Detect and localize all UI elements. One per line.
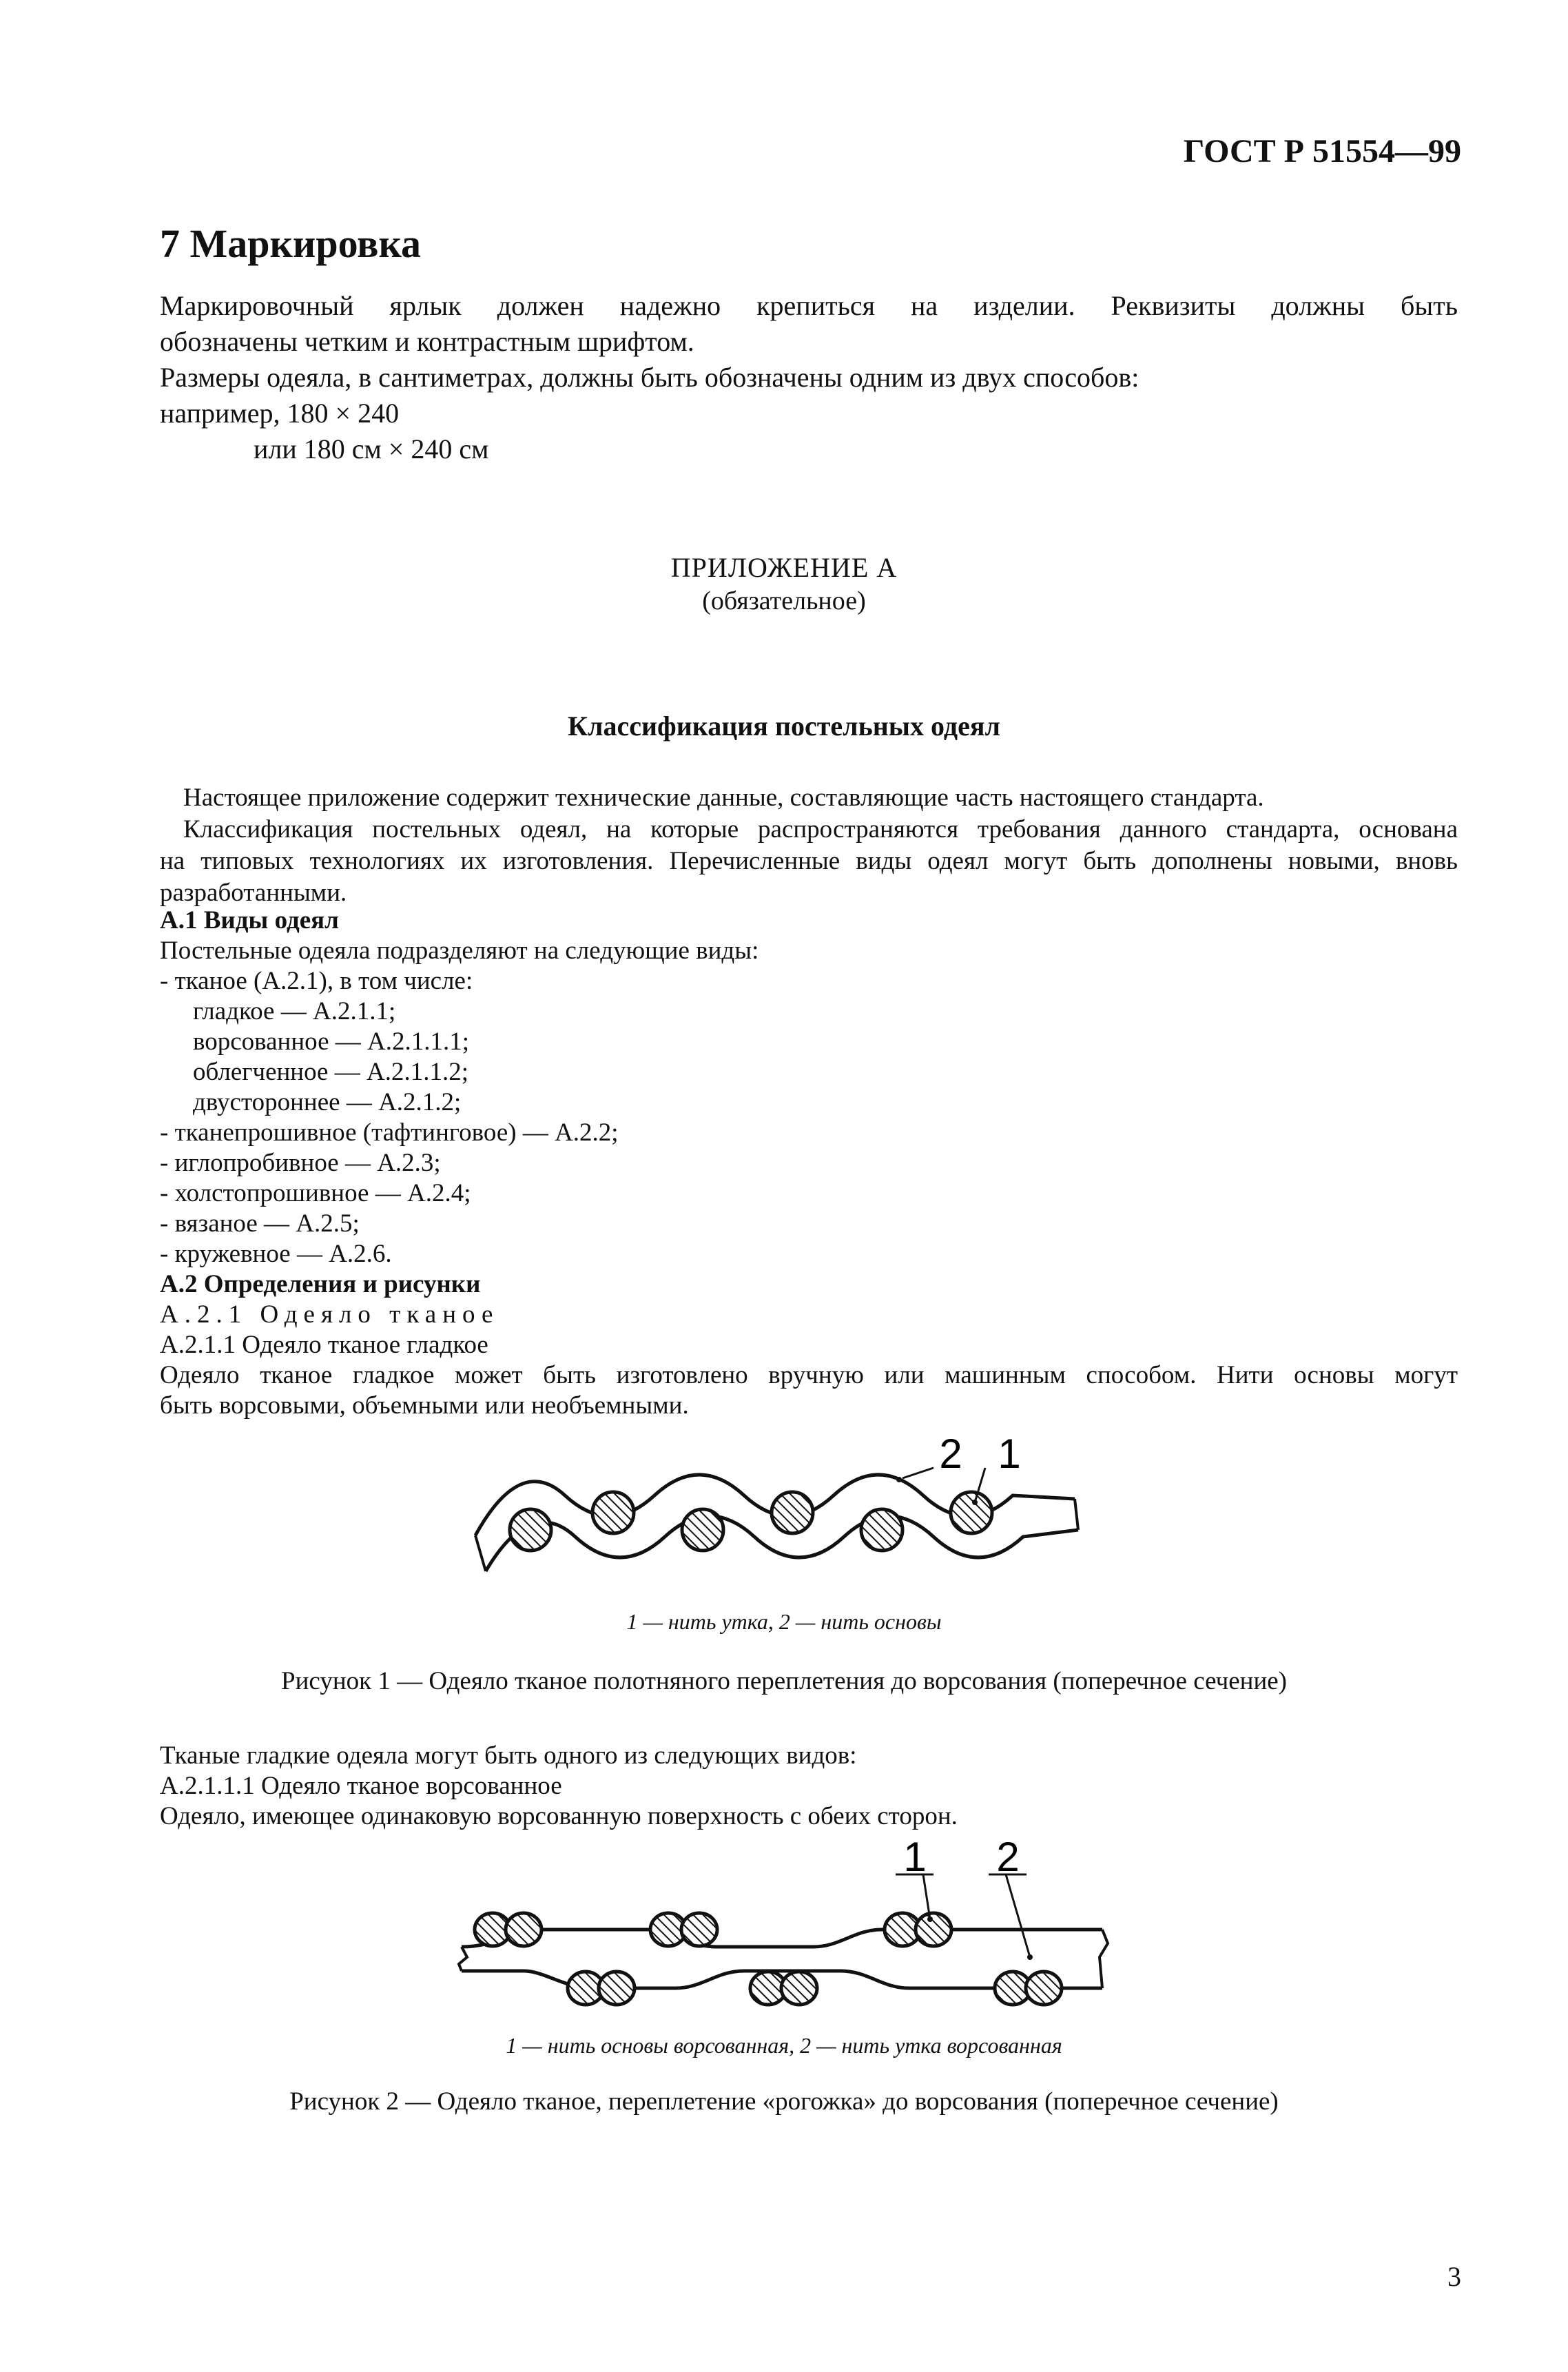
weft-thread-section [772, 1492, 813, 1533]
weft-thread-section [861, 1509, 902, 1551]
a2111-heading: А.2.1.1.1 Одеяло тканое ворсованное [160, 1772, 562, 1800]
weft-thread-section [592, 1492, 634, 1533]
a1-lead: Постельные одеяла подразделяют на следующие виды: [160, 937, 759, 965]
list-item: - тканепрошивное (тафтинговое) — А.2.2; [160, 1118, 619, 1147]
section-heading: 7 Маркировка [160, 221, 422, 266]
a2-heading: А.2 Определения и рисунки [160, 1270, 481, 1298]
figure-2-weave-diagram [455, 1833, 1116, 2012]
list-item: - холстопрошивное — А.2.4; [160, 1179, 471, 1207]
a2111-text: Одеяло, имеющее одинаковую ворсованную поверхность с обеих сторон. [160, 1802, 958, 1830]
thread-section [681, 1913, 717, 1946]
thread-section [781, 1972, 817, 2005]
list-item: - вязаное — А.2.5; [160, 1209, 360, 1238]
thread-section [916, 1913, 951, 1946]
size-example-2: или 180 см × 240 см [254, 433, 489, 464]
figure-1-label-2: 2 [939, 1431, 962, 1477]
a1-heading: А.1 Виды одеял [160, 906, 339, 934]
section7-paragraph-1: Маркировочный ярлык должен надежно крепиться на изделии. Реквизиты должны быть [160, 290, 1458, 321]
list-item: гладкое — А.2.1.1; [193, 997, 396, 1025]
appendix-intro-2-cont: на типовых технологиях их изготовления. Перечисленные виды одеял могут быть дополнены новыми, вновь [160, 847, 1458, 875]
list-item: - иглопробивное — А.2.3; [160, 1149, 441, 1177]
list-item: двустороннее — А.2.1.2; [193, 1088, 462, 1116]
appendix-intro-2: Классификация постельных одеял, на которые распространяются требования данного стандарта, основана [183, 815, 1458, 844]
appendix-intro-1: Настоящее приложение содержит технические данные, составляющие часть настоящего стандарта. [183, 784, 1264, 812]
thread-section [599, 1972, 635, 2005]
figure-2-label-2: 2 [996, 1834, 1020, 1880]
thread-section [506, 1913, 541, 1946]
list-item: облегченное — А.2.1.1.2; [193, 1058, 468, 1086]
figure-2-legend: 1 — нить основы ворсованная, 2 — нить утка ворсованная [506, 2033, 1062, 2058]
figure-1-caption: Рисунок 1 — Одеяло тканое полотняного переплетения до ворсования (поперечное сечение) [281, 1667, 1287, 1695]
page-number: 3 [1447, 2261, 1461, 2292]
appendix-intro-2-end: разработанными. [160, 879, 347, 907]
weft-thread-section [510, 1509, 551, 1551]
appendix-label: ПРИЛОЖЕНИЕ А [670, 552, 898, 583]
weft-thread-section [682, 1509, 723, 1551]
section7-paragraph-1-cont: обозначены четким и контрастным шрифтом. [160, 326, 694, 357]
appendix-title: Классификация постельных одеял [568, 710, 1000, 742]
size-example-1: например, 180 × 240 [160, 398, 400, 429]
appendix-status: (обязательное) [702, 586, 866, 615]
after-figure-1-text: Тканые гладкие одеяла могут быть одного из следующих видов: [160, 1741, 857, 1770]
a211-text: Одеяло тканое гладкое может быть изготовлено вручную или машинным способом. Нити основы могут [160, 1361, 1458, 1389]
list-item: ворсованное — А.2.1.1.1; [193, 1027, 470, 1056]
figure-1-weave-diagram [455, 1413, 1095, 1619]
a211-text-cont: быть ворсовыми, объемными или необъемными. [160, 1391, 689, 1420]
thread-section [1026, 1972, 1062, 2005]
a211-heading: А.2.1.1 Одеяло тканое гладкое [160, 1331, 488, 1359]
figure-2-label-1: 1 [903, 1834, 927, 1880]
list-item: - тканое (А.2.1), в том числе: [160, 967, 473, 995]
standard-number: ГОСТ Р 51554—99 [1183, 133, 1461, 170]
figure-1-legend: 1 — нить утка, 2 — нить основы [626, 1609, 942, 1634]
figure-1-label-1: 1 [998, 1431, 1021, 1477]
list-item: - кружевное — А.2.6. [160, 1240, 392, 1268]
weft-thread-section [951, 1492, 992, 1533]
a21-heading: А.2.1 Одеяло тканое [160, 1300, 499, 1329]
section7-paragraph-2: Размеры одеяла, в сантиметрах, должны быть обозначены одним из двух способов: [160, 362, 1139, 393]
figure-2-caption: Рисунок 2 — Одеяло тканое, переплетение «рогожка» до ворсования (поперечное сечение) [289, 2087, 1279, 2116]
